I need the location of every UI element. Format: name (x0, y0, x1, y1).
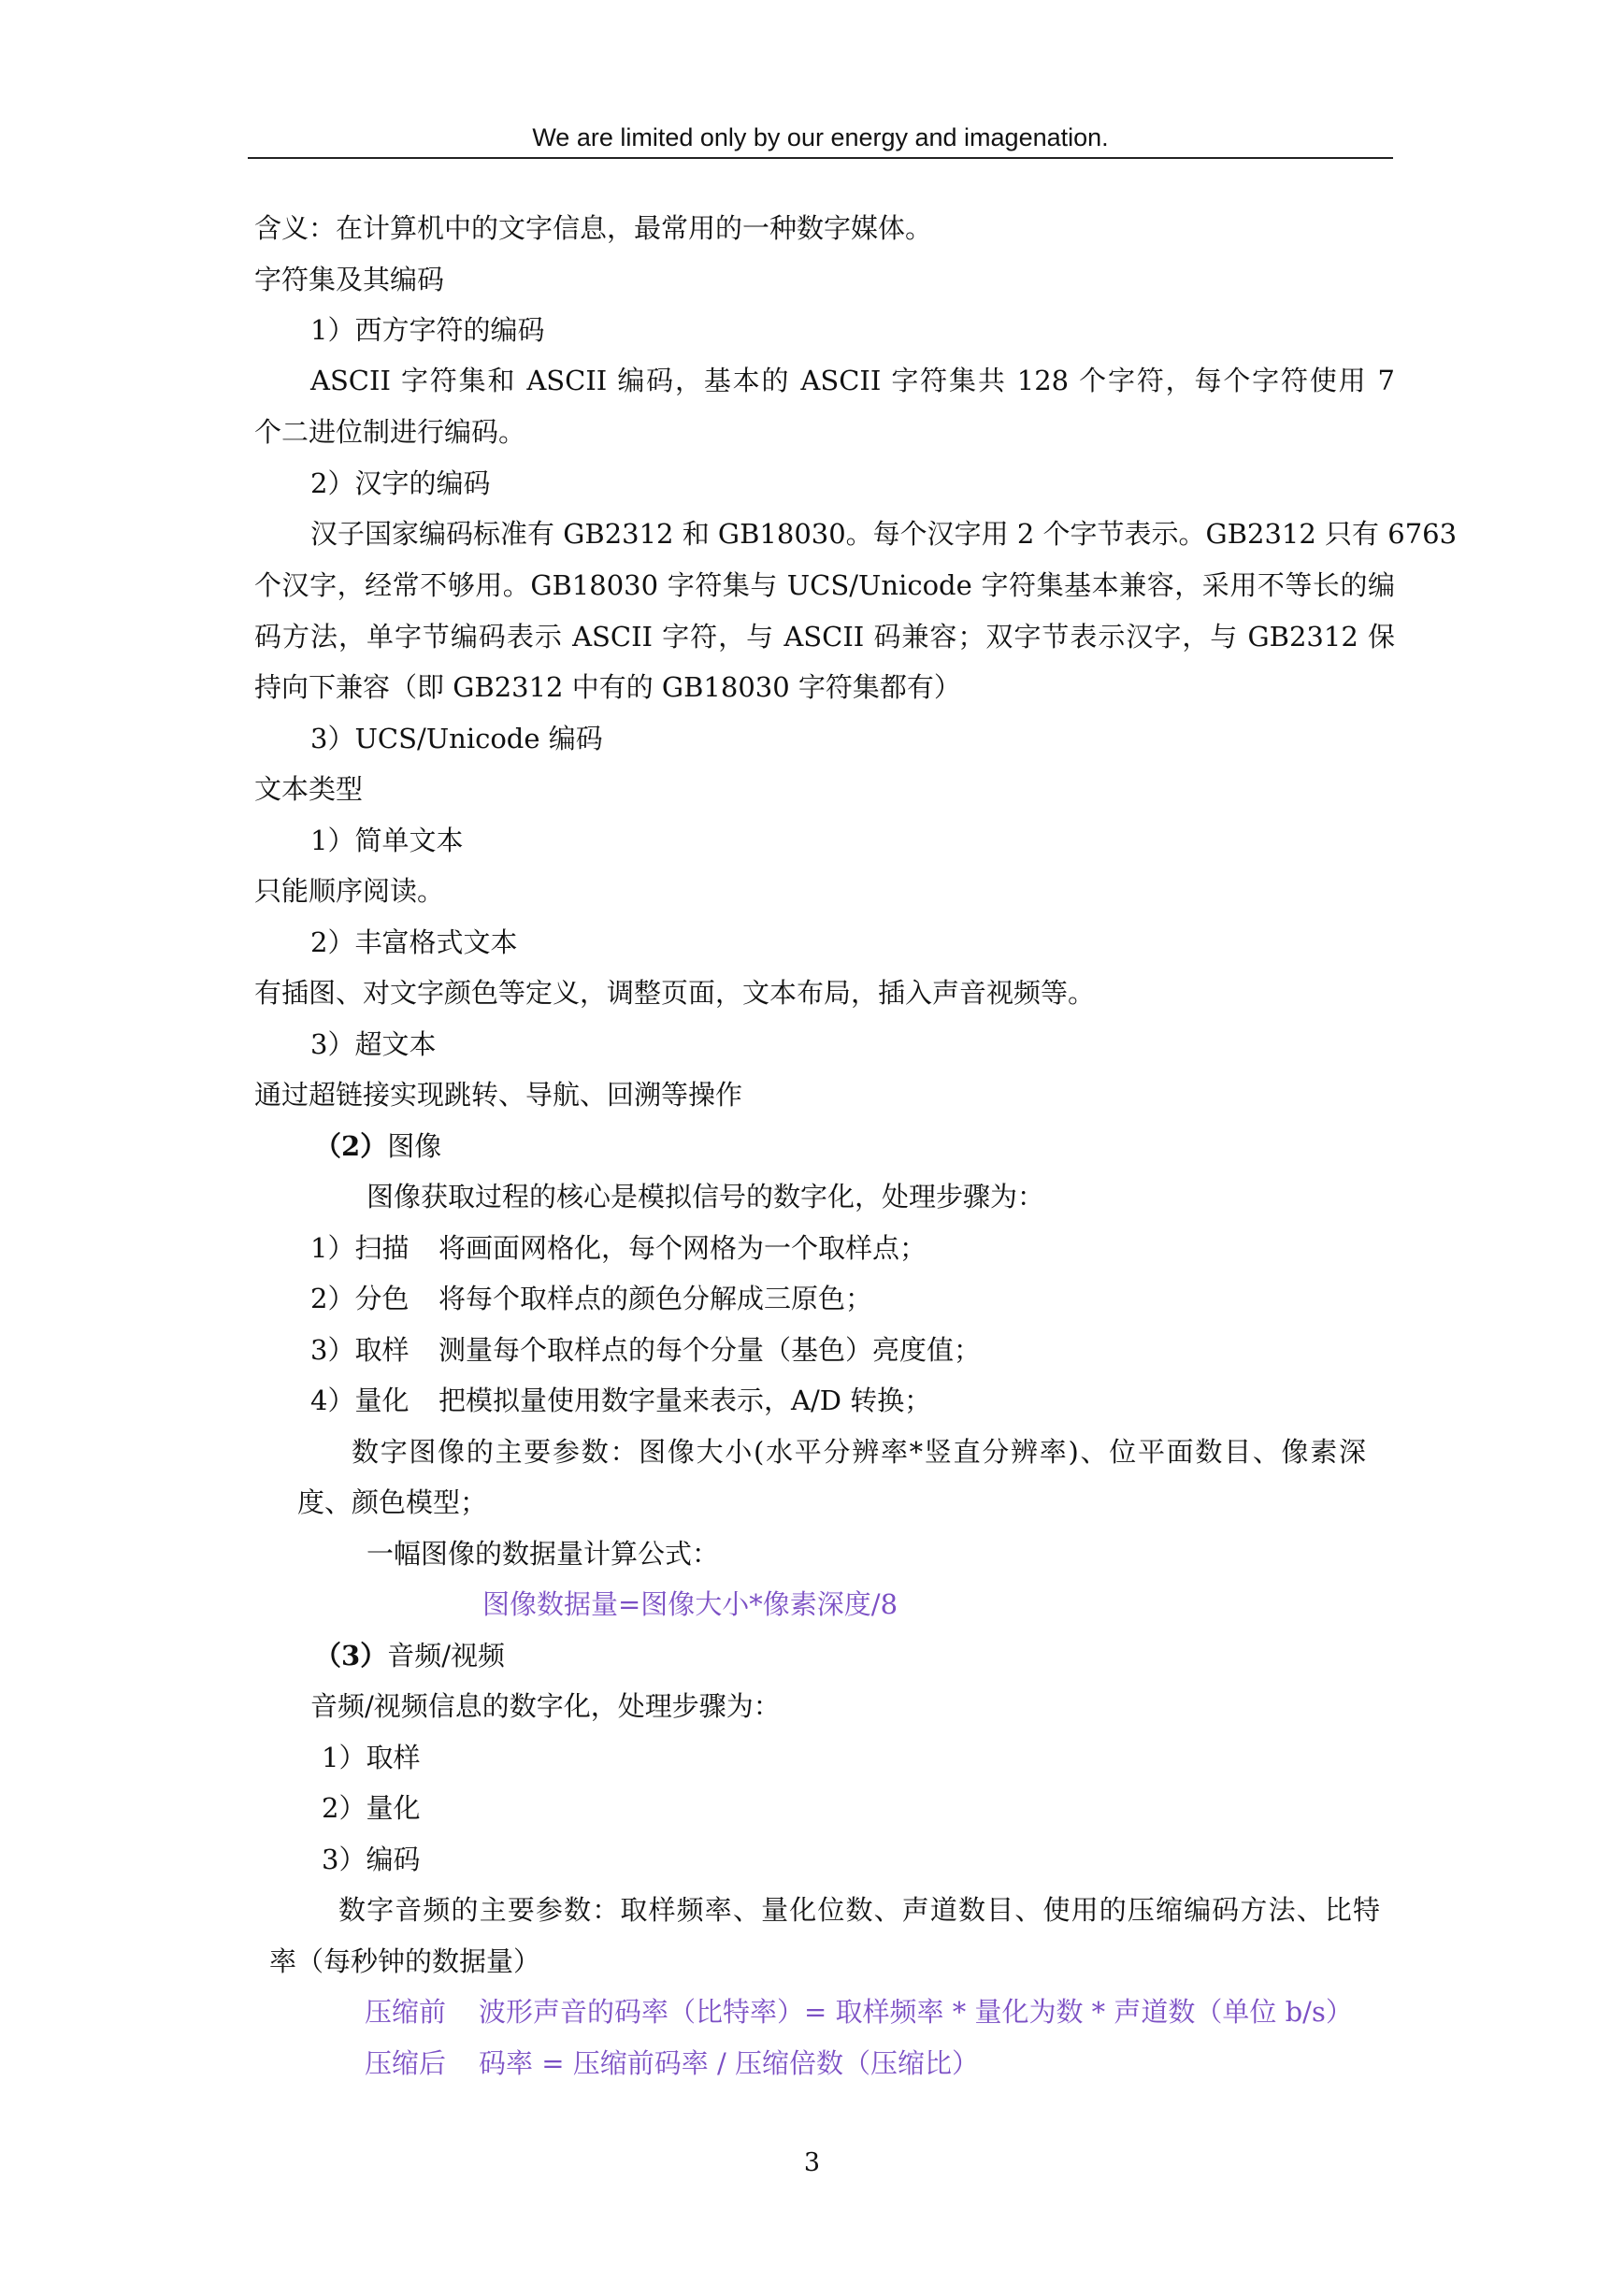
audio-step-encode: 3）编码 (322, 1844, 421, 1875)
paragraph-audio-process: 音频/视频信息的数字化，处理步骤为： (310, 1690, 781, 1722)
formula-before-label: 压缩前 (365, 1996, 447, 2028)
page-number: 3 (803, 2148, 821, 2177)
subheading-unicode: 3）UCS/Unicode 编码 (310, 723, 603, 754)
paragraph-gb-2: 个汉字，经常不够用。GB18030 字符集与 UCS/Unicode 字符集基本兼容，采用不等长的编 (254, 569, 1395, 601)
header-divider (248, 157, 1393, 159)
section-heading-charset: 字符集及其编码 (254, 264, 445, 295)
paragraph-formula-intro: 一幅图像的数据量计算公式： (366, 1538, 720, 1570)
subheading-hypertext: 3）超文本 (310, 1028, 437, 1060)
paragraph-image-params-cont: 度、颜色模型； (297, 1486, 488, 1518)
formula-before-compression (365, 1993, 1393, 2031)
step-quantize-label: 4）量化 (310, 1385, 410, 1416)
formula-after-text: 码率 = 压缩前码率 / 压缩倍数（压缩比） (479, 2047, 979, 2079)
section-heading-audio-video (314, 1637, 1343, 1674)
step-color-text: 将每个取样点的颜色分解成三原色； (438, 1283, 873, 1314)
paragraph-ascii-cont: 个二进位制进行编码。 (254, 416, 526, 448)
paragraph-plain-text: 只能顺序阅读。 (254, 875, 445, 907)
step-color-separation (310, 1280, 1339, 1317)
step-sampling (310, 1331, 1339, 1369)
subheading-plain-text: 1）简单文本 (310, 825, 464, 856)
paragraph-rich-text: 有插图、对文字颜色等定义，调整页面，文本布局，插入声音视频等。 (254, 977, 1096, 1009)
formula-before-text: 波形声音的码率（比特率）= 取样频率 * 量化为数 * 声道数（单位 b/s） (479, 1996, 1353, 2028)
paragraph-image-process: 图像获取过程的核心是模拟信号的数字化，处理步骤为： (366, 1181, 1045, 1213)
step-scan-text: 将画面网格化，每个网格为一个取样点； (438, 1232, 927, 1264)
section-title-image: 图像 (387, 1130, 442, 1162)
page-header: We are limited only by our energy and imagenation. (532, 123, 1109, 151)
paragraph-hypertext: 通过超链接实现跳转、导航、回溯等操作 (254, 1079, 743, 1111)
step-quantize (310, 1382, 1339, 1419)
formula-after-label: 压缩后 (365, 2047, 447, 2079)
formula-after-compression (365, 2045, 1393, 2082)
formula-image-data: 图像数据量=图像大小*像素深度/8 (482, 1588, 898, 1620)
section-number-image: （2） (314, 1130, 388, 1162)
audio-step-sample: 1）取样 (322, 1742, 421, 1773)
paragraph-image-params: 数字图像的主要参数：图像大小(水平分辨率*竖直分辨率)、位平面数目、像素深 (352, 1436, 1366, 1468)
paragraph-ascii: ASCII 字符集和 ASCII 编码，基本的 ASCII 字符集共 128 个字符，每个字符使用 7 (310, 365, 1395, 396)
subheading-chinese: 2）汉字的编码 (310, 467, 491, 499)
paragraph-gb-1: 汉子国家编码标准有 GB2312 和 GB18030。每个汉字用 2 个字节表示。GB2312 只有 6763 (310, 518, 1458, 550)
paragraph-gb-4: 持向下兼容（即 GB2312 中有的 GB18030 字符集都有） (254, 671, 961, 703)
step-sampling-text: 测量每个取样点的每个分量（基色）亮度值； (438, 1334, 982, 1366)
section-number-audio: （3） (314, 1640, 388, 1672)
section-heading-text-type: 文本类型 (254, 773, 364, 805)
paragraph-audio-params-cont: 率（每秒钟的数据量） (269, 1945, 541, 1977)
step-quantize-text: 把模拟量使用数字量来表示，A/D 转换； (438, 1385, 932, 1416)
section-title-audio: 音频/视频 (387, 1640, 505, 1672)
audio-step-quantize: 2）量化 (322, 1792, 421, 1824)
section-heading-image (314, 1127, 1343, 1165)
subheading-rich-text: 2）丰富格式文本 (310, 926, 518, 958)
subheading-western: 1）西方字符的编码 (310, 314, 545, 346)
paragraph-audio-params: 数字音频的主要参数：取样频率、量化位数、声道数目、使用的压缩编码方法、比特 (338, 1894, 1380, 1926)
paragraph-gb-3: 码方法，单字节编码表示 ASCII 字符，与 ASCII 码兼容；双字节表示汉字，与 GB2312 保 (254, 621, 1395, 653)
step-color-label: 2）分色 (310, 1283, 410, 1314)
paragraph-meaning: 含义：在计算机中的文字信息，最常用的一种数字媒体。 (254, 212, 933, 244)
step-scan-label: 1）扫描 (310, 1232, 410, 1264)
step-sampling-label: 3）取样 (310, 1334, 410, 1366)
step-scan (310, 1229, 1339, 1267)
